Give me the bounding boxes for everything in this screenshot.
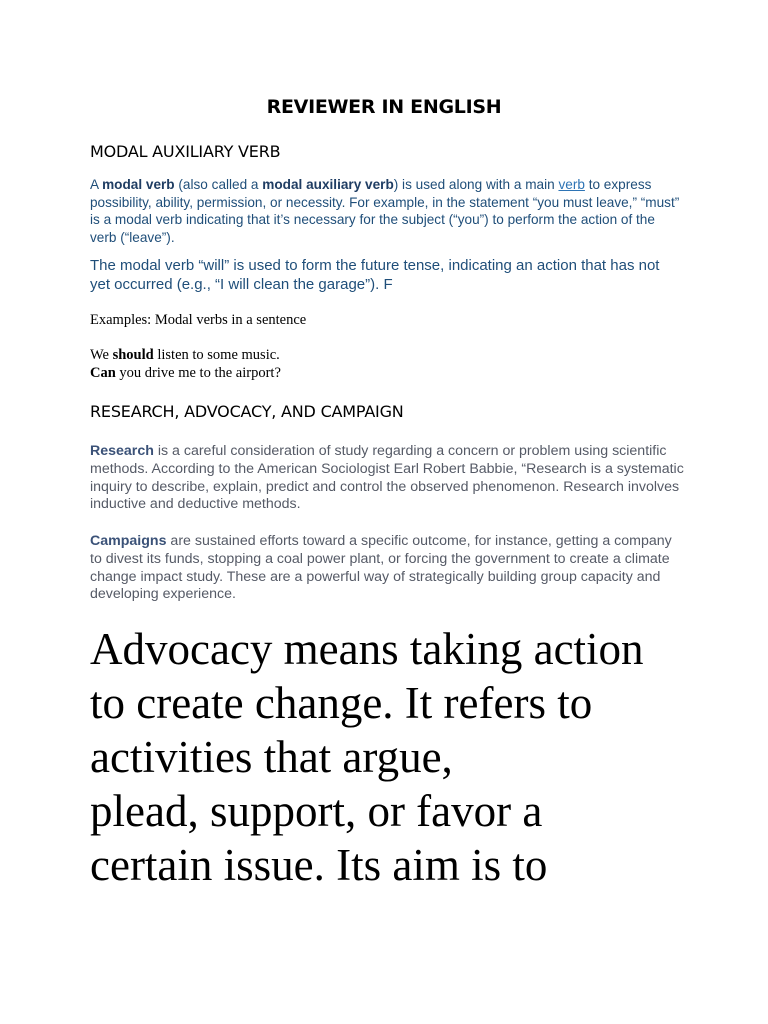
research-paragraph	[90, 443, 685, 514]
bold-term: Campaigns	[90, 533, 167, 549]
bold-term: modal verb	[102, 177, 175, 192]
text-run: are sustained efforts toward a specific outcome, for instance, getting a company to divest its funds, stopping a coal power plant, or forcing the government to create a climate change impact study. These are a powerful way of strategically building group capacity and developing experience.	[90, 533, 672, 603]
document-title: REVIEWER IN ENGLISH	[266, 96, 502, 118]
text-run: A	[90, 177, 103, 192]
text-run: (also called a	[174, 177, 263, 192]
bold-term: Research	[90, 443, 154, 459]
advocacy-line: certain issue. Its aim is to	[90, 840, 548, 890]
bold-modal: Can	[90, 365, 116, 381]
text-run: listen to some music.	[153, 347, 280, 363]
examples-label: Examples: Modal verbs in a sentence	[90, 312, 307, 328]
example-sentence-2	[90, 364, 281, 382]
modal-will-paragraph: The modal verb “will” is used to form the future tense, indicating an action that has not yet occurred (e.g., “I will clean the garage”). F	[90, 257, 660, 293]
bold-term: modal auxiliary verb	[262, 177, 394, 192]
text-run: to express possibility, ability, permission, or necessity. For example, in the statement “you must leave,” “must” is a modal verb indicating that it’s necessary for the subject (“you”) to perform the action of the verb (“leave”).	[90, 177, 680, 245]
section-heading-modal: MODAL AUXILIARY VERB	[90, 142, 281, 161]
example-sentence-1	[90, 346, 280, 364]
section-heading-research: RESEARCH, ADVOCACY, AND CAMPAIGN	[90, 402, 404, 421]
advocacy-line: plead, support, or favor a	[90, 786, 543, 836]
text-run: is a careful consideration of study regarding a concern or problem using scientific methods. According to the American Sociologist Earl Robert Babbie, “Research is a systematic inquiry to describe, explain, predict and control the observed phenomenon. Research involves inductive and deductive methods.	[90, 443, 684, 513]
advocacy-line: activities that argue,	[90, 732, 453, 782]
modal-verb-definition	[90, 176, 680, 246]
text-run: We	[90, 347, 113, 363]
bold-modal: should	[112, 347, 154, 363]
text-run: ) is used along with a main	[393, 177, 559, 192]
advocacy-paragraph	[90, 622, 730, 892]
advocacy-line: Advocacy means taking action	[90, 624, 644, 674]
campaigns-paragraph	[90, 533, 685, 604]
text-run: you drive me to the airport?	[115, 365, 281, 381]
verb-link[interactable]: verb	[558, 177, 585, 192]
advocacy-line: to create change. It refers to	[90, 678, 593, 728]
